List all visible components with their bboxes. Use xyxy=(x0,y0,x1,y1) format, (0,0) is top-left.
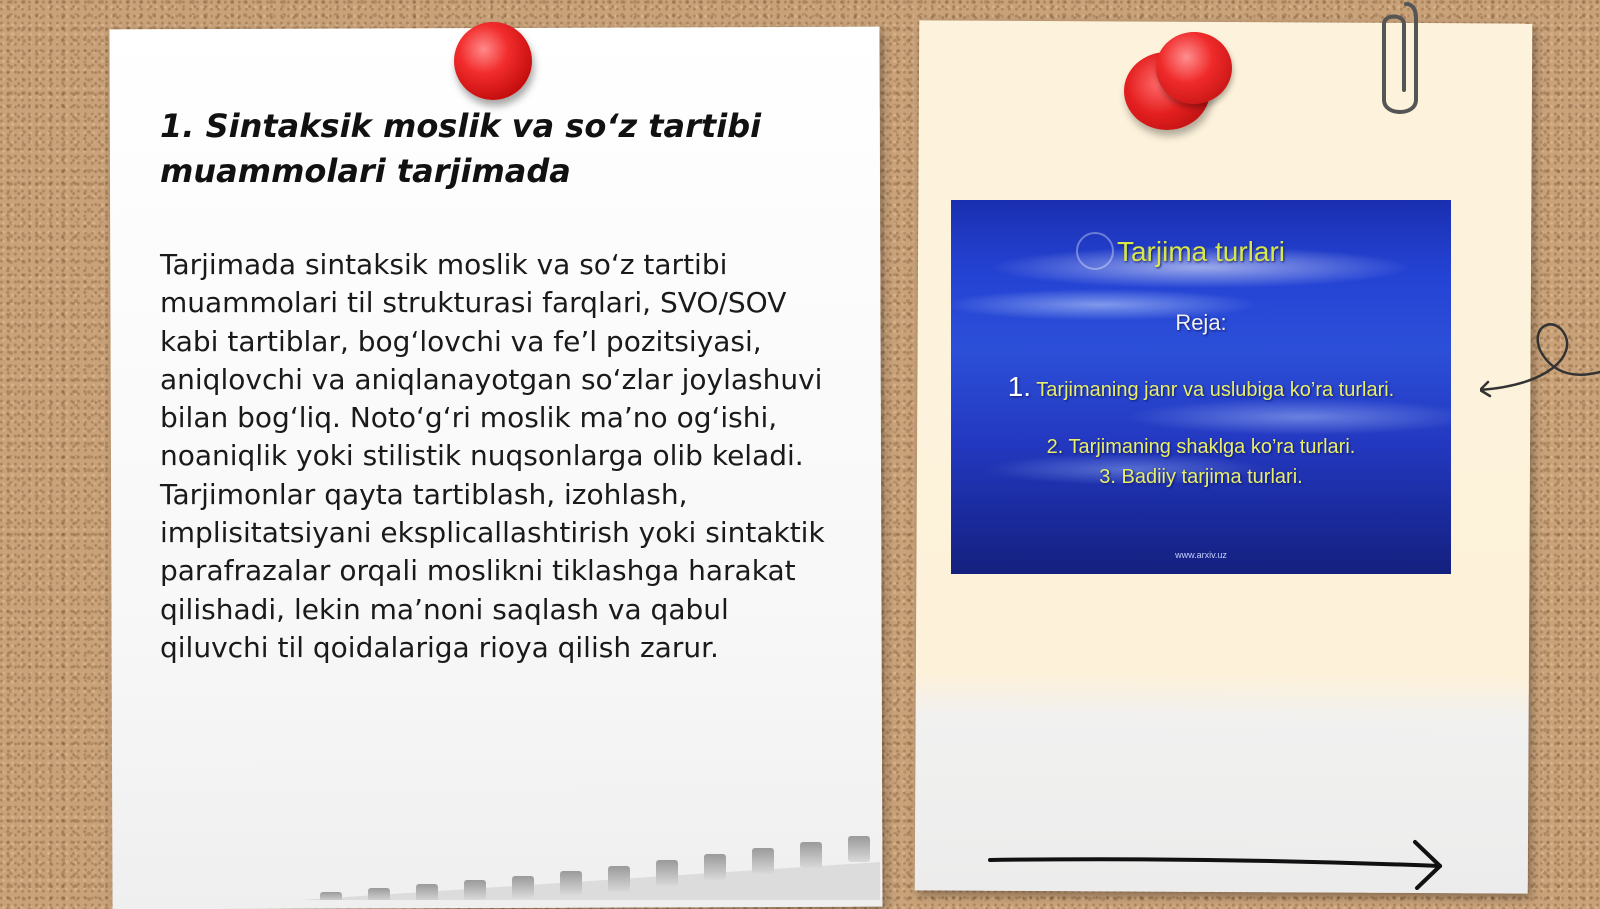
slide-item-number: 2. xyxy=(1046,436,1064,458)
slide-list-item xyxy=(981,462,1421,492)
section-heading: 1. Sintaksik moslik va so‘z tartibi muammolari tarjimada xyxy=(160,107,762,190)
slide-footer: www.arxiv.uz xyxy=(1175,550,1227,560)
right-arrow-icon xyxy=(985,830,1455,890)
paperclip-icon xyxy=(1376,0,1422,126)
push-pin-icon xyxy=(454,22,532,100)
slide-title: Tarjima turlari xyxy=(1116,236,1286,267)
slide-item-text: Tarjimaning janr va uslubiga ko’ra turlari. xyxy=(1036,379,1395,401)
slide-item-text: Tarjimaning shaklga ko’ra turlari. xyxy=(1068,436,1356,458)
push-pin-icon xyxy=(1156,32,1232,104)
section-body-text: Tarjimada sintaksik moslik va so‘z tartibi muammolari til strukturasi farqlari, SVO/SOV kabi tartiblar, bog‘lovchi va fe’l pozitsiyasi, aniqlovchi va aniqlanayotgan so‘zlar joylashuvi bilan bog‘liq. Noto‘g‘ri moslik ma’no og‘ishi, noaniqlik yoki stilistik nuqsonlarga olib keladi. Tarjimonlar qayta tartiblash, izohlash, implisitatsiyani eksplicallashtirish yoki sintaktik parafrazalar orqali moslikni tiklashga harakat qilishadi, lekin ma’noni saqlash va qabul qiluvchi til qoidalariga rioya qilish zarur. xyxy=(160,248,825,664)
torn-paper-strip xyxy=(300,800,880,900)
slide-subtitle: Reja: xyxy=(1175,310,1227,335)
slide-image xyxy=(951,200,1451,574)
slide-item-number: 3. xyxy=(1099,466,1116,488)
loop-arrow-icon xyxy=(1480,310,1600,410)
slide-list-item xyxy=(981,432,1421,462)
slide-item-text: Badiiy tarjima turlari. xyxy=(1121,466,1303,488)
slide-list-item xyxy=(981,372,1421,405)
slide-item-number: 1. xyxy=(1007,371,1032,402)
